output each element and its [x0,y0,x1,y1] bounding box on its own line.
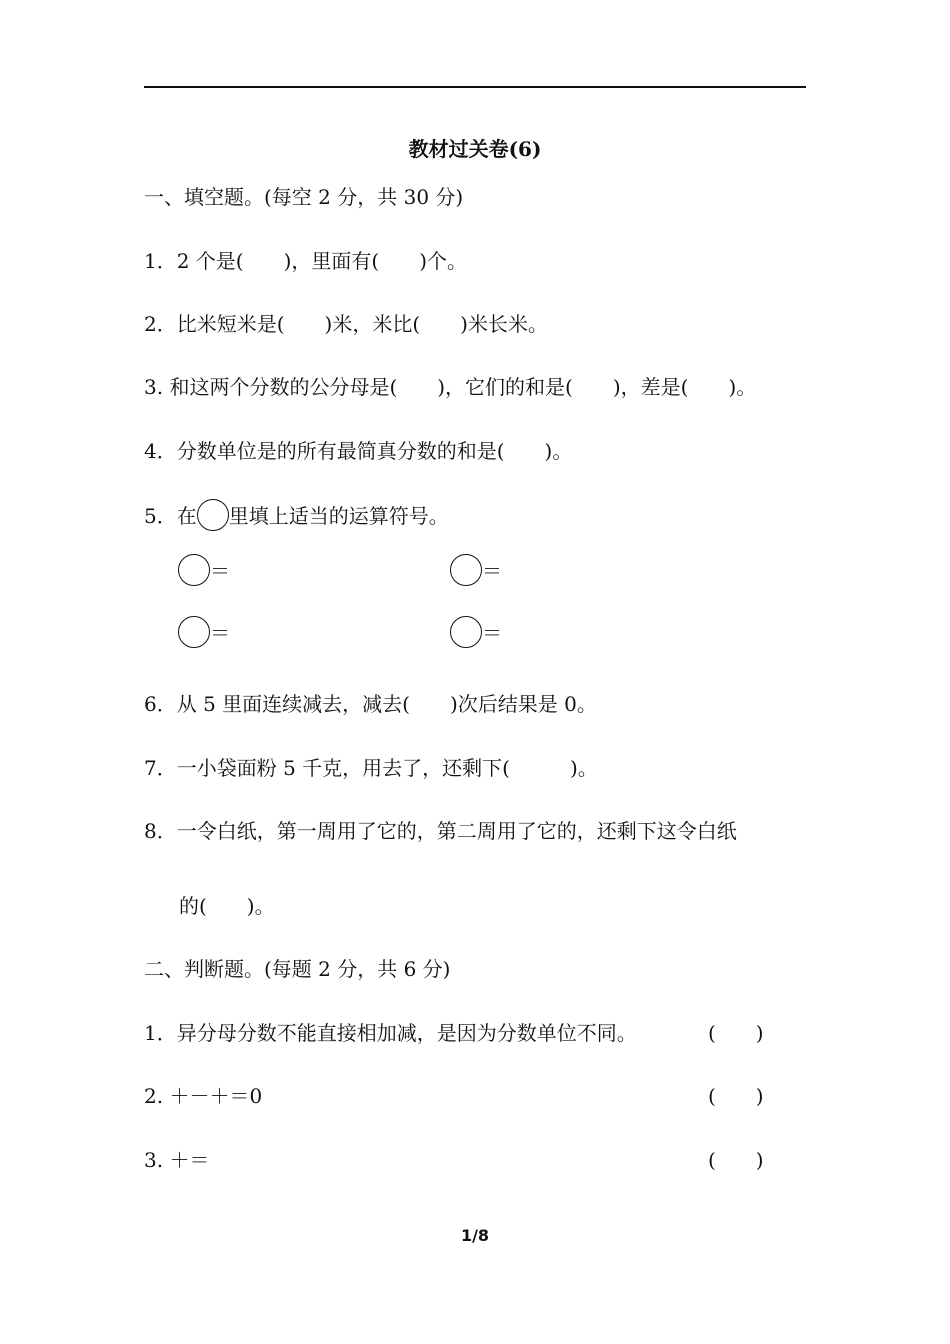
section2-heading: 二、判断题。(每题 2 分，共 6 分) [144,957,451,981]
judge-question-3: 3. ＋＝ [144,1148,210,1172]
page-title: 教材过关卷(6) [408,137,542,161]
equals-sign: ＝ [210,621,230,645]
equals-sign: ＝ [482,559,502,583]
answer-paren[interactable]: ( ) [708,1021,764,1045]
question-8-line2: 的( )。 [179,894,275,918]
question-5-prefix: 5．在 [144,504,197,528]
question-8-line1: 8．一令白纸，第一周用了它的，第二周用了它的，还剩下这令白纸 [144,819,737,843]
equals-sign: ＝ [210,559,230,583]
question-1: 1．2 个是( )，里面有( )个。 [144,249,468,273]
question-5 [144,499,449,531]
question-5-suffix: 里填上适当的运算符号。 [228,504,449,528]
header-rule [144,86,806,88]
operator-blank [178,616,230,650]
operator-circle-icon[interactable] [178,616,210,648]
question-7: 7．一小袋面粉 5 千克，用去了，还剩下( )。 [144,756,598,780]
question-4: 4．分数单位是的所有最简真分数的和是( )。 [144,439,573,463]
question-3: 3. 和这两个分数的公分母是( )，它们的和是( )，差是( )。 [144,375,757,399]
equals-sign: ＝ [482,621,502,645]
judge-question-2: 2. ＋－＋＝0 [144,1084,263,1108]
answer-paren[interactable]: ( ) [708,1084,764,1108]
judge-question-1: 1．异分母分数不能直接相加减，是因为分数单位不同。 [144,1021,637,1045]
section1-heading: 一、填空题。(每空 2 分，共 30 分) [144,185,464,209]
operator-blank [450,616,502,650]
operator-circle-icon[interactable] [450,616,482,648]
operator-circle-icon[interactable] [178,554,210,586]
operator-circle-icon[interactable] [450,554,482,586]
operator-blank [178,554,230,588]
page-number: 1/8 [460,1226,490,1245]
answer-paren[interactable]: ( ) [708,1148,764,1172]
question-2: 2．比米短米是( )米，米比( )米长米。 [144,312,548,336]
operator-blank [450,554,502,588]
operator-circle-icon [197,499,229,531]
question-6: 6．从 5 里面连续减去，减去( )次后结果是 0。 [144,692,597,716]
